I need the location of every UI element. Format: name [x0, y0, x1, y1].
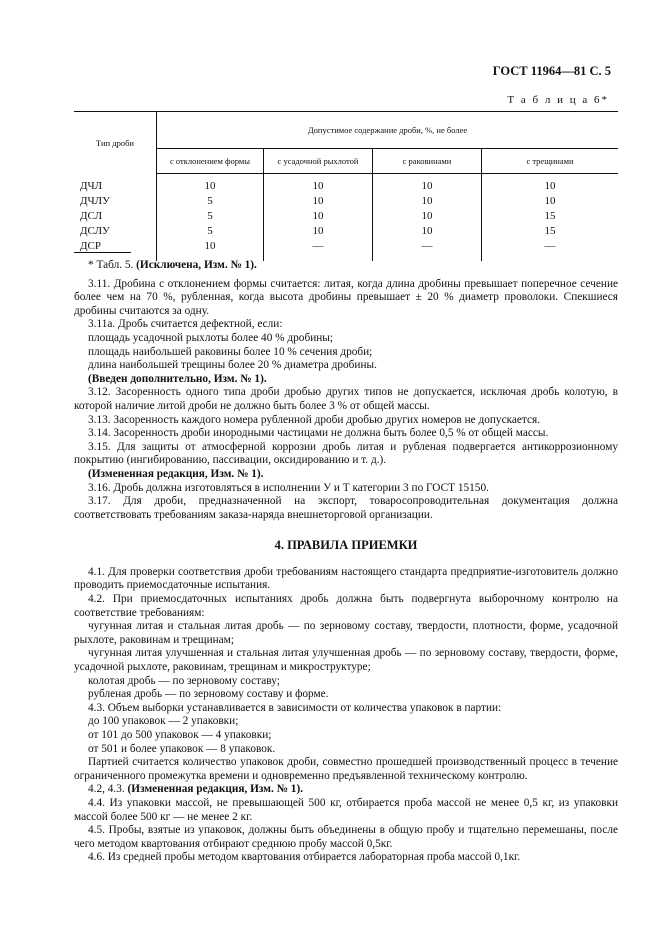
document-body — [74, 259, 618, 865]
para-3-16: 3.16. Дробь должна изготовляться в исполнении У и Т категории 3 по ГОСТ 15150. — [88, 481, 489, 494]
footnote-rule — [74, 252, 131, 253]
row-type: ДЧЛУ — [74, 194, 157, 209]
para-4-2-item: колотая дробь — по зерновому составу; — [88, 674, 280, 687]
table-row — [74, 209, 618, 224]
cell-value: 5 — [157, 194, 264, 209]
para-4-6: 4.6. Из средней пробы методом квартования отбирается лабораторная проба массой 0,1кг. — [88, 851, 521, 864]
col-header-group: Допустимое содержание дроби, %, не более — [157, 112, 619, 149]
para-3-12: 3.12. Засоренность одного типа дроби дробью других типов не допускается, исключая дробь колотую, в которой наличие литой дроби не должно быть более 3 % от общей массы. — [74, 386, 618, 412]
cell-value: — — [264, 239, 373, 261]
shot-defects-table — [74, 111, 618, 261]
para-3-11: 3.11. Дробина с отклонением формы считается: литая, когда длина дробины превышает поперечное сечение более чем на 70 %, рубленная, когда высота дробины превышает ± 20 % диаметр проволоки. Спекшиеся дробины считаются за одну. — [74, 277, 618, 317]
cell-value: 5 — [157, 224, 264, 239]
page-header: ГОСТ 11964—81 С. 5 — [492, 64, 611, 78]
amendment-note: 4.2, 4.3. (Измененная редакция, Изм. № 1). — [88, 783, 304, 796]
row-type: ДСР — [74, 239, 157, 261]
table-row — [74, 194, 618, 209]
para-4-3-item: от 101 до 500 упаковок — 4 упаковки; — [88, 729, 272, 741]
cell-value: 10 — [264, 209, 373, 224]
footnote: * Табл. 5. (Исключена, Изм. № 1). — [88, 259, 257, 271]
para-4-1: 4.1. Для проверки соответствия дроби требованиям настоящего стандарта предприятие-изготовитель должно проводить приемосдаточные испытания. — [74, 565, 618, 592]
para-4-3-item: от 501 и более упаковок — 8 упаковок. — [88, 742, 276, 755]
col-header-cavities: с раковинами — [373, 149, 482, 174]
row-type: ДЧЛ — [74, 174, 157, 195]
para-4-2-item: чугунная литая улучшенная и стальная литая улучшенная дробь — по зерновому составу, твердости, форме, усадочной рыхлоте, раковинам, трещинам и микроструктуре; — [74, 647, 618, 674]
cell-value: 10 — [373, 194, 482, 209]
para-3-11a-item: площадь наибольшей раковины более 10 % сечения дроби; — [88, 345, 373, 358]
cell-value: 15 — [544, 210, 556, 222]
para-4-3-lot: Партией считается количество упаковок дроби, совместно прошедшей производственный процесс в течение ограниченного промежутка времени и одновременно предъявленной техническому контролю. — [74, 756, 618, 782]
para-4-3-item: до 100 упаковок — 2 упаковки; — [88, 715, 239, 728]
cell-value: 5 — [157, 209, 264, 224]
cell-value: 10 — [264, 194, 373, 209]
amendment-note: (Введен дополнительно, Изм. № 1). — [88, 372, 267, 385]
cell-value: 10 — [157, 174, 264, 195]
cell-value: 10 — [373, 174, 482, 195]
para-3-15: 3.15. Для защиты от атмосферной коррозии дробь литая и рубленая подвергается антикоррозионному покрытию (ингибированию, пассивации, оксидированию и т. д.). — [74, 440, 618, 467]
cell-value: 10 — [373, 224, 482, 239]
cell-value: 10 — [264, 174, 373, 195]
para-3-11a: 3.11а. Дробь считается дефектной, если: — [88, 318, 283, 331]
para-4-5: 4.5. Пробы, взятые из упаковок, должны быть объединены в общую пробу и тщательно перемешаны, после чего методом квартования отбирают среднюю пробу массой 0,5кг. — [74, 824, 618, 850]
para-3-11a-item: длина наибольшей трещины более 20 % диаметра дробины. — [88, 359, 377, 372]
para-3-17: 3.17. Для дроби, предназначенной на экспорт, товаросопроводительная документация должна соответствовать требованиям заказа-наряда внешнеторговой организации. — [74, 495, 618, 521]
table-row — [74, 174, 618, 195]
table-row — [74, 224, 618, 239]
col-header-cracks: с трещинами — [482, 149, 619, 174]
col-header-shrinkage: с усадочной рыхлотой — [264, 149, 373, 174]
para-4-2-item: рубленая дробь — по зерновому составу и форме. — [88, 688, 329, 701]
section-heading: 4. ПРАВИЛА ПРИЕМКИ — [274, 538, 418, 553]
para-4-2: 4.2. При приемосдаточных испытаниях дробь должна быть подвергнута выборочному контролю на соответствие требованиям: — [74, 593, 618, 619]
cell-value: 10 — [544, 180, 556, 192]
amendment-note: (Измененная редакция, Изм. № 1). — [88, 467, 264, 480]
row-type: ДСЛУ — [74, 224, 157, 239]
col-header-shape: с отклонением формы — [157, 149, 264, 174]
cell-value: — — [544, 240, 556, 252]
para-4-3: 4.3. Объем выборки устанавливается в зависимости от количества упаковок в партии: — [88, 701, 502, 714]
cell-value: 10 — [157, 239, 264, 261]
para-3-13: 3.13. Засоренность каждого номера рубленной дроби дробью других номеров не допускается. — [88, 413, 541, 426]
row-type: ДСЛ — [74, 209, 157, 224]
cell-value: 15 — [544, 225, 556, 237]
para-3-14: 3.14. Засоренность дроби инородными частицами не должна быть более 0,5 % от общей массы. — [88, 427, 549, 440]
cell-value: 10 — [544, 195, 556, 207]
cell-value: 10 — [373, 209, 482, 224]
para-4-4: 4.4. Из упаковки массой, не превышающей 500 кг, отбирается проба массой не менее 0,5 кг, из упаковки массой более 500 кг — не менее 2 кг. — [74, 796, 618, 823]
table-row — [74, 239, 618, 261]
para-4-2-item: чугунная литая и стальная литая дробь — по зерновому составу, твердости, плотности, форме, усадочной рыхлоте, раковинам и трещинам; — [74, 620, 618, 646]
cell-value: — — [373, 239, 482, 261]
cell-value: 10 — [264, 224, 373, 239]
col-header-type: Тип дроби — [74, 112, 157, 174]
para-3-11a-item: площадь усадочной рыхлоты более 40 % дробины; — [88, 331, 334, 344]
table-caption: Т а б л и ц а 6* — [507, 94, 609, 106]
